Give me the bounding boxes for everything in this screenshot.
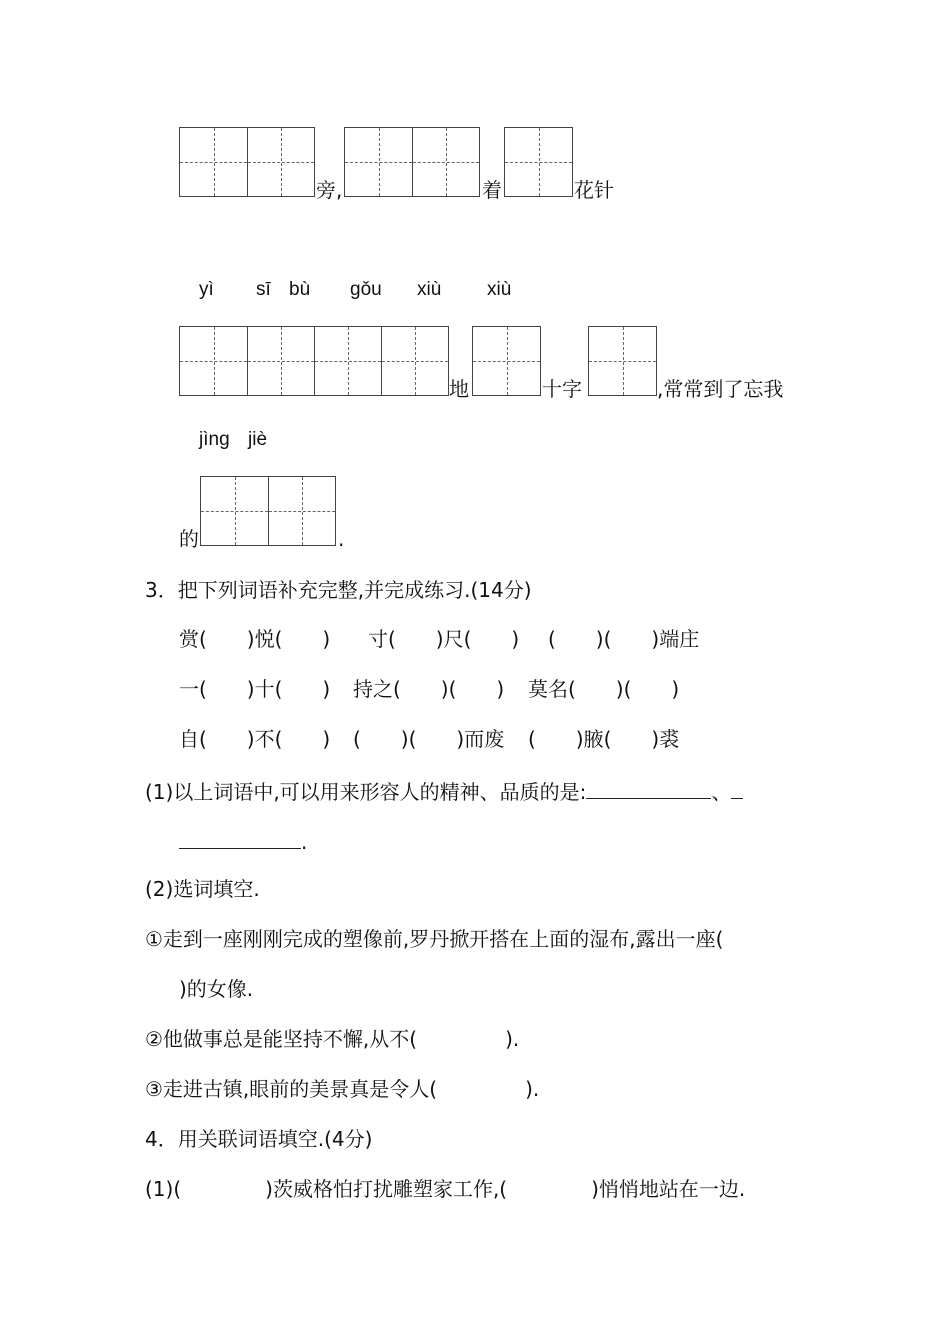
sentence-text: )悄悄地站在一边. xyxy=(591,1177,746,1201)
idiom-item[interactable]: ( )( )端庄 xyxy=(548,627,700,651)
answer-grid-2char[interactable] xyxy=(504,127,573,197)
sentence-end: ). xyxy=(505,1027,520,1051)
period: . xyxy=(301,830,308,854)
fill-sentence-2 xyxy=(145,1027,519,1051)
answer-grid-4char[interactable] xyxy=(200,476,336,546)
pinyin: jiè xyxy=(248,429,268,450)
pinyin: xiù xyxy=(487,279,512,300)
answer-blank[interactable] xyxy=(179,828,301,849)
answer-grid-2char[interactable] xyxy=(588,326,657,396)
idiom-item[interactable]: 寸( )尺( ) xyxy=(368,627,520,651)
pinyin: jìng xyxy=(199,429,230,450)
answer-blank[interactable] xyxy=(731,778,743,799)
idiom-item[interactable]: 自( )不( ) xyxy=(179,727,331,751)
sentence-text: ②他做事总是能坚持不懈,从不( xyxy=(145,1027,418,1051)
idiom-item[interactable]: 莫名( )( ) xyxy=(528,677,680,701)
sub-question-1-cont xyxy=(179,828,307,854)
text-huazhen: 花针 xyxy=(574,178,614,202)
text-shizi: 十字 xyxy=(542,377,582,401)
text-zhe: 着 xyxy=(482,178,502,202)
sentence-text: )茨威格怕打扰雕塑家工作,( xyxy=(265,1177,508,1201)
fill-sentence-1: ①走到一座刚刚完成的塑像前,罗丹掀开搭在上面的湿布,露出一座( xyxy=(145,927,724,951)
sub-question-1 xyxy=(145,778,743,804)
fill-sentence-3 xyxy=(145,1077,539,1101)
idiom-item[interactable]: 持之( )( ) xyxy=(353,677,505,701)
answer-grid-8char[interactable] xyxy=(179,326,449,396)
sub1-text: (1)以上词语中,可以用来形容人的精神、品质的是: xyxy=(145,780,587,804)
answer-grid-2char[interactable] xyxy=(472,326,541,396)
text-changchang: ,常常到了忘我 xyxy=(657,377,784,401)
text-period: . xyxy=(338,527,345,551)
question-3-heading: 3．把下列词语补充完整,并完成练习.(14分) xyxy=(145,578,532,602)
question-4-heading: 4．用关联词语填空.(4分) xyxy=(145,1127,373,1151)
sentence-text: ③走进古镇,眼前的美景真是令人( xyxy=(145,1077,438,1101)
pinyin: gǒu xyxy=(350,279,382,300)
pinyin: bù xyxy=(289,279,311,300)
separator: 、 xyxy=(711,780,732,804)
text-de: 的 xyxy=(179,527,199,551)
answer-blank[interactable] xyxy=(586,778,711,799)
sentence-text: (1)( xyxy=(145,1177,182,1201)
idiom-item[interactable]: 赏( )悦( ) xyxy=(179,627,331,651)
text-di: 地 xyxy=(449,377,469,401)
pinyin: yì xyxy=(199,279,214,300)
q4-line-1 xyxy=(145,1177,745,1201)
fill-sentence-1-cont: )的女像. xyxy=(179,977,254,1001)
pinyin: sī xyxy=(256,279,271,300)
idiom-item[interactable]: ( )( )而废 xyxy=(353,727,505,751)
answer-grid-4char[interactable] xyxy=(344,127,480,197)
idiom-item[interactable]: ( )腋( )裘 xyxy=(528,727,680,751)
sub-question-2-heading: (2)选词填空. xyxy=(145,877,260,901)
idiom-item[interactable]: 一( )十( ) xyxy=(179,677,331,701)
sentence-end: ). xyxy=(525,1077,540,1101)
answer-grid-4char[interactable] xyxy=(179,127,315,197)
text-pang: 旁, xyxy=(316,178,343,202)
pinyin: xiù xyxy=(417,279,442,300)
